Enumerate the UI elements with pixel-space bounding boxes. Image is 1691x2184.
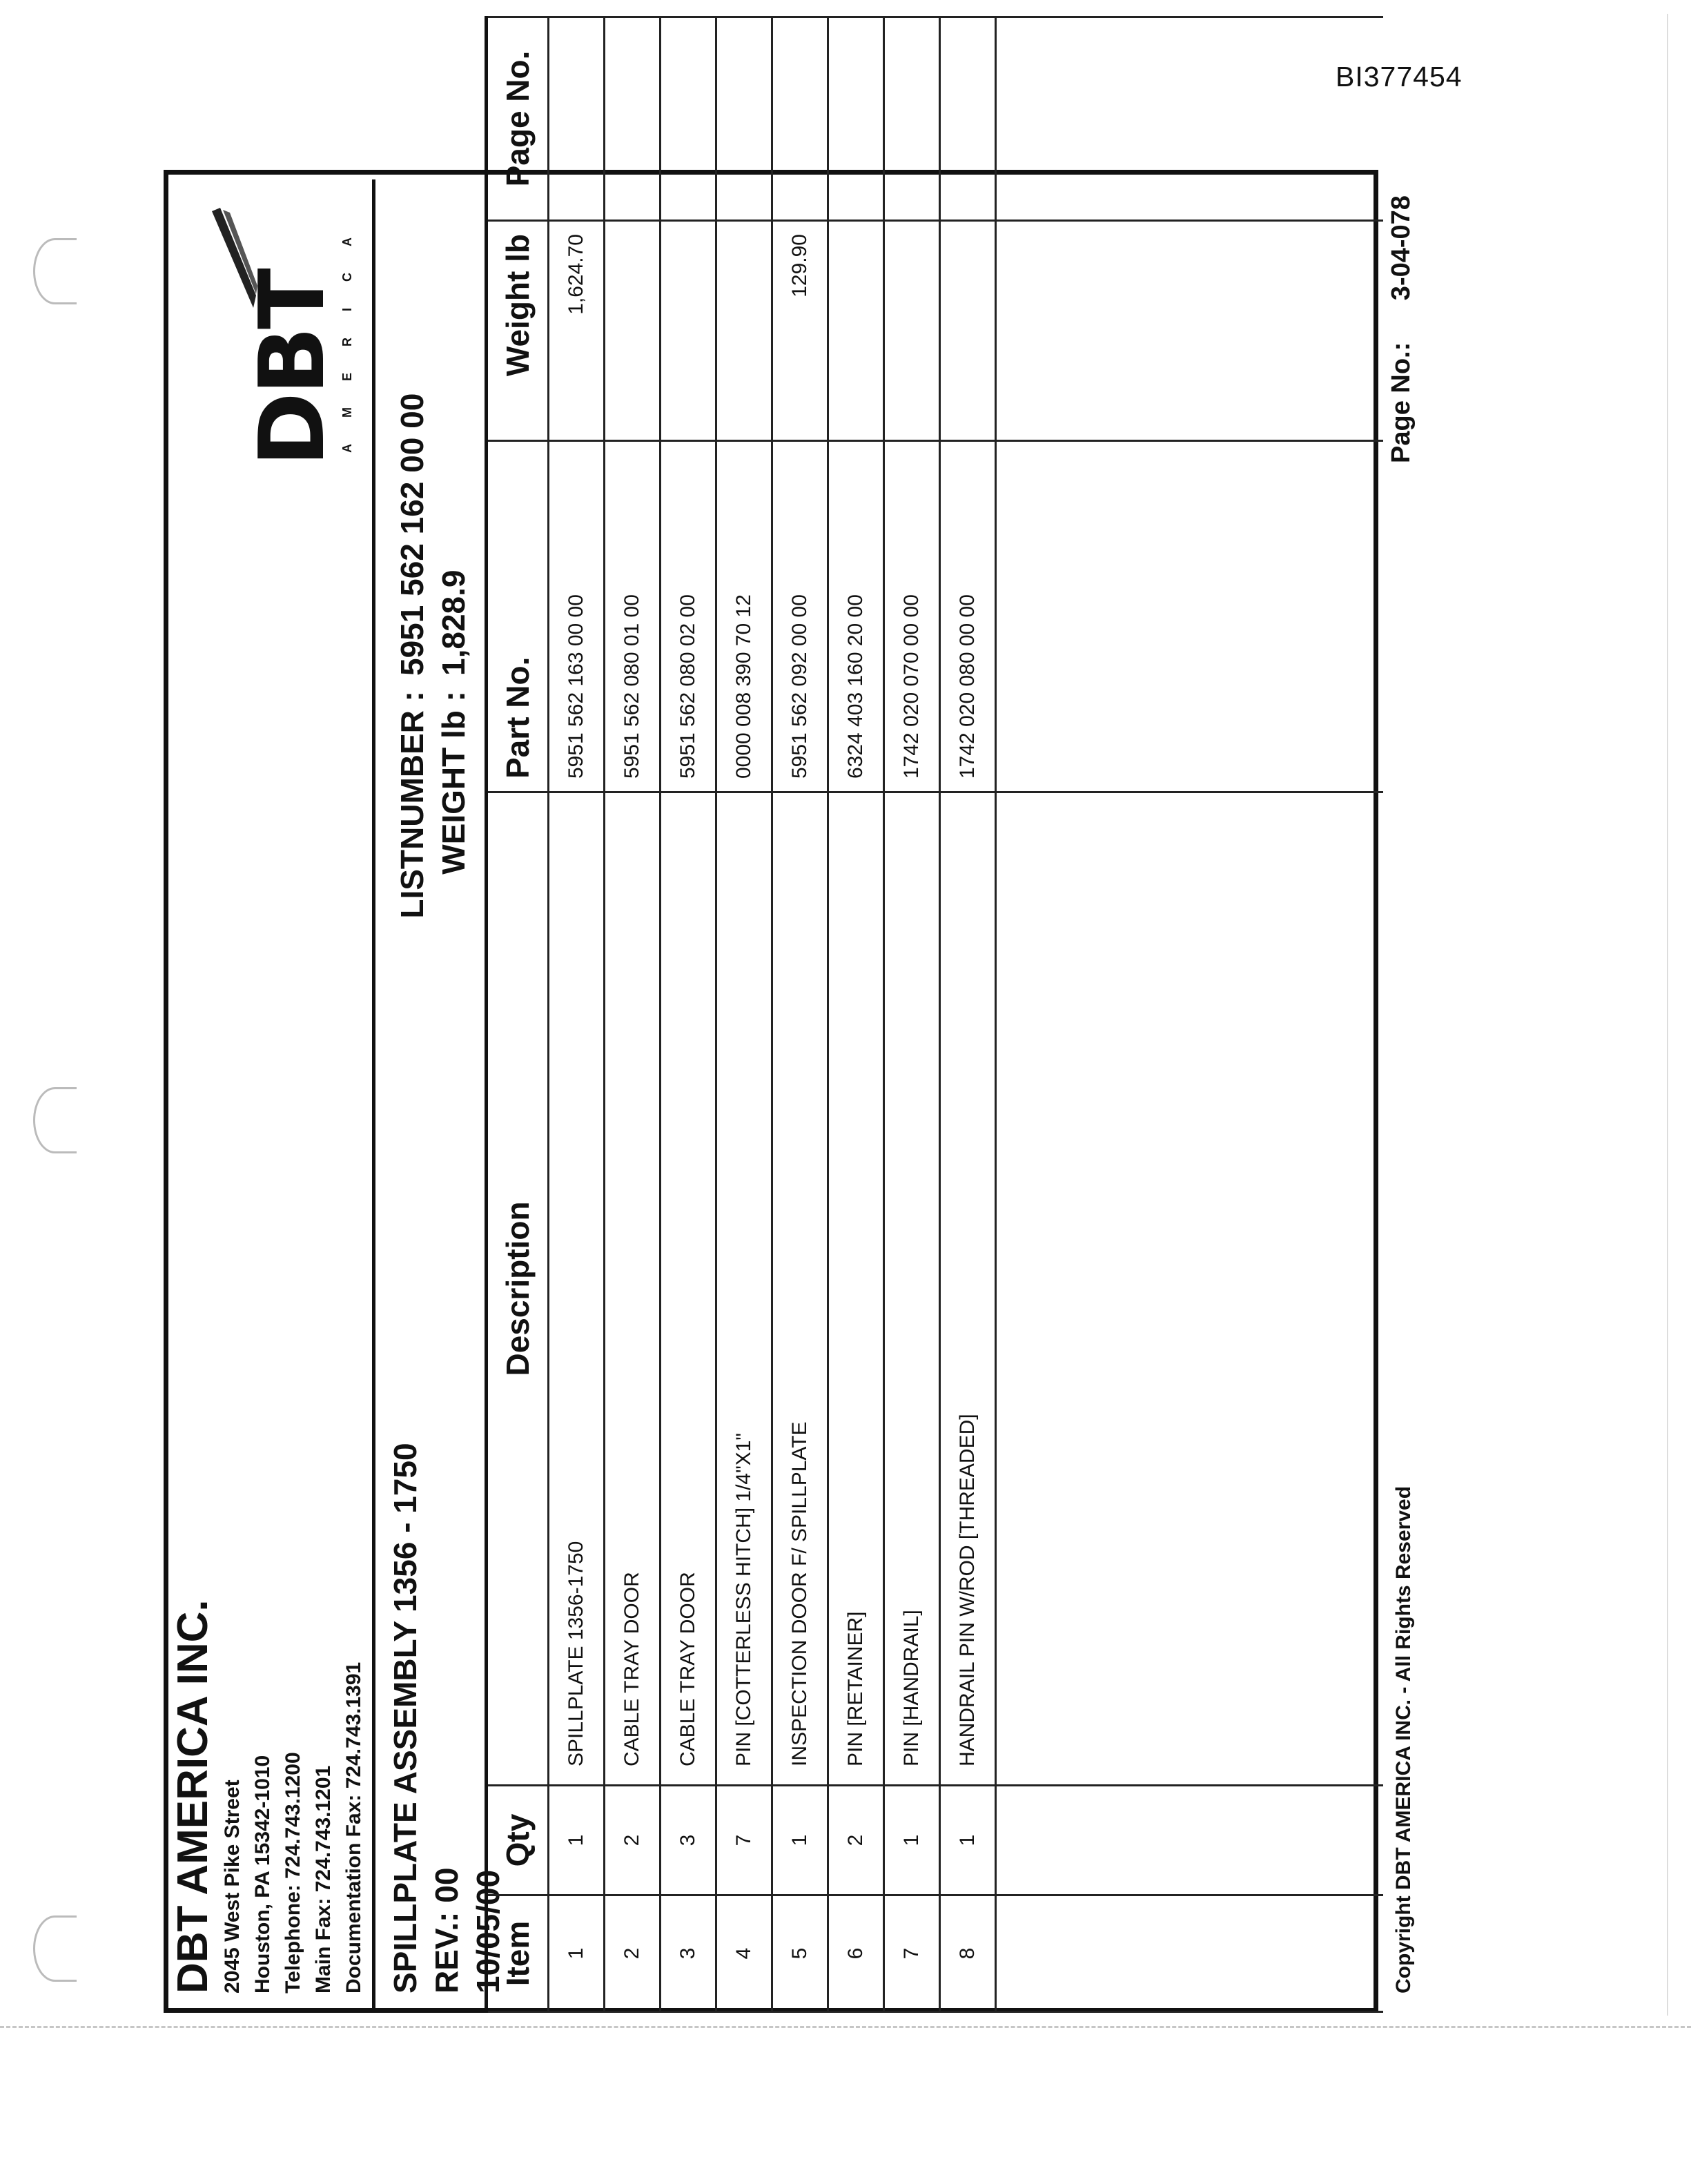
- cell-item: 2: [605, 1895, 661, 2012]
- documentation-fax-line: Documentation Fax: 724.743.1391: [342, 1661, 365, 1993]
- header-item: Item: [487, 1895, 549, 2012]
- cell-page-no: [772, 17, 828, 221]
- cell-qty: 7: [716, 1786, 772, 1895]
- document-id: BI377454: [1336, 61, 1463, 92]
- cell-item: 7: [884, 1895, 940, 2012]
- cell-page-no: [549, 17, 605, 221]
- copyright-notice: Copyright DBT AMERICA INC. - All Rights Reserved: [1392, 1485, 1415, 1993]
- cell-page-no: [940, 17, 996, 221]
- cell-item: 1: [549, 1895, 605, 2012]
- page-edge: [1667, 14, 1668, 2016]
- cell-weight: 129.90: [772, 221, 828, 441]
- cell-qty: 1: [549, 1786, 605, 1895]
- binder-hole: [33, 238, 77, 304]
- cell-item: 8: [940, 1895, 996, 2012]
- cell-description: PIN [HANDRAIL]: [884, 792, 940, 1786]
- table-row: [549, 17, 605, 2012]
- cell-page-no: [661, 17, 716, 221]
- header-qty: Qty: [487, 1786, 549, 1895]
- form-footer: [1387, 179, 1434, 2013]
- table-row: [605, 17, 661, 2012]
- cell-qty: 1: [772, 1786, 828, 1895]
- weight-value: 1,828.9: [436, 569, 471, 676]
- cell-part-no: 1742 020 070 00 00: [884, 441, 940, 792]
- cell-qty: 2: [605, 1786, 661, 1895]
- revision-date: 10/05/00: [470, 1869, 506, 1993]
- cell-description: SPILLPLATE 1356-1750: [549, 792, 605, 1786]
- page-number-block: [1387, 195, 1416, 463]
- cell-qty: 1: [884, 1786, 940, 1895]
- cell-part-no: 1742 020 080 00 00: [940, 441, 996, 792]
- cell-description: PIN [COTTERLESS HITCH] 1/4"X1": [716, 792, 772, 1786]
- table-row: [828, 17, 884, 2012]
- table-row: [940, 17, 996, 2012]
- header-weight: Weight lb: [487, 221, 549, 441]
- cell-weight: [605, 221, 661, 441]
- fax-line: Main Fax: 724.743.1201: [312, 1765, 335, 1993]
- header-part-no: Part No.: [487, 441, 549, 792]
- cell-part-no: 0000 008 390 70 12: [716, 441, 772, 792]
- cell-part-no: 5951 562 163 00 00: [549, 441, 605, 792]
- company-name: DBT AMERICA INC.: [169, 1599, 217, 1993]
- cell-item: 5: [772, 1895, 828, 2012]
- parts-table: [485, 16, 1383, 2013]
- cell-description: CABLE TRAY DOOR: [661, 792, 716, 1786]
- cell-weight: [940, 221, 996, 441]
- cell-weight: [661, 221, 716, 441]
- cell-part-no: 5951 562 092 00 00: [772, 441, 828, 792]
- revision: REV.: 00: [429, 1867, 465, 1993]
- address-line: 2045 West Pike Street: [221, 1780, 244, 1993]
- cell-page-no: [828, 17, 884, 221]
- address-line: Houston, PA 15342-1010: [251, 1755, 274, 1993]
- listnumber-value: 5951 562 162 00 00: [394, 393, 430, 676]
- table-row: [661, 17, 716, 2012]
- company-block: [169, 1496, 369, 1993]
- page-number-label: Page No.:: [1387, 342, 1416, 463]
- table-header-row: [487, 17, 549, 2012]
- cell-item: 6: [828, 1895, 884, 2012]
- cell-description: HANDRAIL PIN W/ROD [THREADED]: [940, 792, 996, 1786]
- cell-page-no: [605, 17, 661, 221]
- table-row: [884, 17, 940, 2012]
- logo-subtext: AMERICA: [340, 211, 354, 453]
- binder-hole: [33, 1915, 77, 1982]
- telephone-line: Telephone: 724.743.1200: [282, 1752, 304, 1993]
- header-divider: [372, 179, 375, 2013]
- cell-weight: [828, 221, 884, 441]
- cell-qty: 3: [661, 1786, 716, 1895]
- dbt-logo: [205, 204, 364, 467]
- scan-edge-line: [0, 2026, 1691, 2028]
- cell-part-no: 5951 562 080 02 00: [661, 441, 716, 792]
- page-number-value: 3-04-078: [1387, 195, 1416, 301]
- cell-part-no: 6324 403 160 20 00: [828, 441, 884, 792]
- header-description: Description: [487, 792, 549, 1786]
- cell-item: 4: [716, 1895, 772, 2012]
- listing-block: [391, 393, 474, 1008]
- cell-weight: 1,624.70: [549, 221, 605, 441]
- table-row: [772, 17, 828, 2012]
- cell-part-no: 5951 562 080 01 00: [605, 441, 661, 792]
- cell-qty: 1: [940, 1786, 996, 1895]
- cell-item: 3: [661, 1895, 716, 2012]
- assembly-title: SPILLPLATE ASSEMBLY 1356 - 1750: [387, 1443, 423, 1993]
- cell-page-no: [884, 17, 940, 221]
- cell-weight: [884, 221, 940, 441]
- binder-hole: [33, 1087, 77, 1153]
- table-blank-row: [996, 17, 1384, 2012]
- cell-description: CABLE TRAY DOOR: [605, 792, 661, 1786]
- cell-page-no: [716, 17, 772, 221]
- cell-description: INSPECTION DOOR F/ SPILLPLATE: [772, 792, 828, 1786]
- header-page-no: Page No.: [487, 17, 549, 221]
- cell-weight: [716, 221, 772, 441]
- weight-label: WEIGHT lb :: [436, 691, 471, 875]
- table-row: [716, 17, 772, 2012]
- logo-wordmark: DBT: [240, 271, 344, 467]
- cell-qty: 2: [828, 1786, 884, 1895]
- listnumber-label: LISTNUMBER :: [394, 691, 430, 919]
- cell-description: PIN [RETAINER]: [828, 792, 884, 1786]
